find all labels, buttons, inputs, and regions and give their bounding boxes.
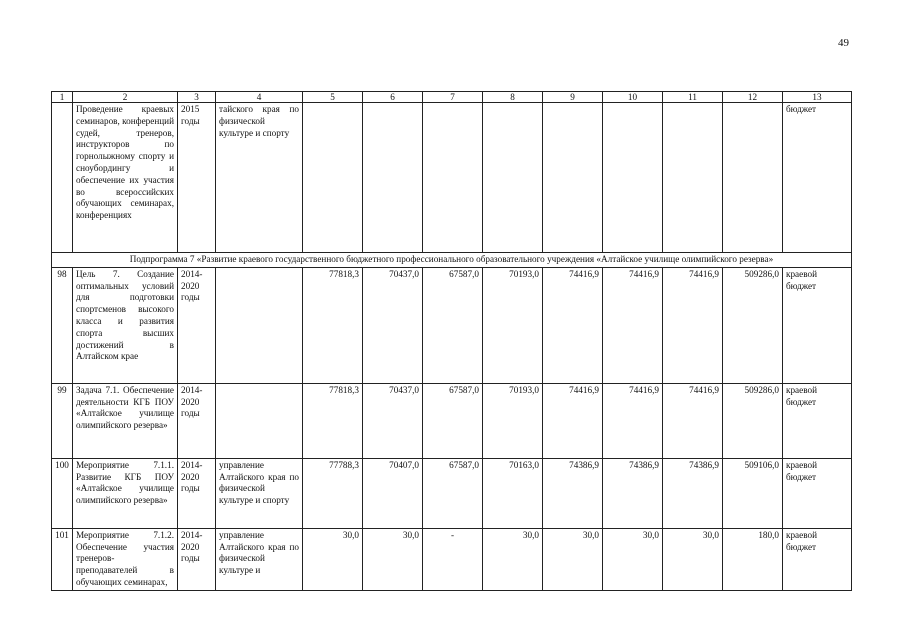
funding-value: 74416,9 [663,383,723,458]
funding-value: 77788,3 [303,458,363,528]
funding-value: 30,0 [663,528,723,590]
subprogram-row [52,253,852,268]
funding-value [663,103,723,253]
funding-source: бюджет [783,103,852,253]
table-row [52,528,852,590]
funding-value: 74416,9 [543,267,603,383]
funding-value [423,103,483,253]
funding-value: 74416,9 [543,383,603,458]
column-number-header: 13 [783,92,852,103]
funding-source: краевой бюджет [783,383,852,458]
funding-value: 67587,0 [423,267,483,383]
funding-value: 70437,0 [363,383,423,458]
page-number: 49 [838,37,849,49]
table-row [52,267,852,383]
column-number-header: 2 [73,92,178,103]
funding-value: 70407,0 [363,458,423,528]
implementation-years: 2014-2020 годы [178,267,216,383]
funding-value: 74416,9 [603,383,663,458]
table-body [52,92,852,591]
funding-value: 74386,9 [543,458,603,528]
funding-value: 70193,0 [483,267,543,383]
funding-value [483,103,543,253]
funding-value: - [423,528,483,590]
funding-value: 30,0 [543,528,603,590]
column-number-header: 3 [178,92,216,103]
executor: тайского края по физической культуре и спорту [216,103,303,253]
implementation-years: 2014-2020 годы [178,458,216,528]
measure-name: Проведение краевых семинаров, конференций судей, тренеров, инструкторов по горнолыжному спорту и сноубордингу и обеспечение их участия во всероссийских обучающих семинарах, конференциях [73,103,178,253]
funding-source: краевой бюджет [783,267,852,383]
column-number-header: 4 [216,92,303,103]
funding-value [363,103,423,253]
measure-name: Мероприятие 7.1.2. Обеспечение участия тренеров-преподавателей в обучающих семинарах, [73,528,178,590]
header-row [52,92,852,103]
column-number-header: 7 [423,92,483,103]
executor: управление Алтайского края по физической культуре и [216,528,303,590]
funding-source: краевой бюджет [783,528,852,590]
funding-value: 509286,0 [723,267,783,383]
funding-value [543,103,603,253]
funding-value [603,103,663,253]
funding-value: 30,0 [363,528,423,590]
column-number-header: 11 [663,92,723,103]
funding-value [723,103,783,253]
executor [216,267,303,383]
funding-value: 74386,9 [603,458,663,528]
column-number-header: 1 [52,92,73,103]
row-number: 100 [52,458,73,528]
funding-value: 67587,0 [423,458,483,528]
measure-name: Мероприятие 7.1.1. Развитие КГБ ПОУ «Алтайское училище олимпийского резерва» [73,458,178,528]
funding-value: 77818,3 [303,267,363,383]
funding-value: 74386,9 [663,458,723,528]
funding-value: 70163,0 [483,458,543,528]
funding-value: 509286,0 [723,383,783,458]
row-number: 99 [52,383,73,458]
table-row [52,458,852,528]
funding-value: 67587,0 [423,383,483,458]
table-row [52,383,852,458]
funding-value: 509106,0 [723,458,783,528]
funding-value: 77818,3 [303,383,363,458]
column-number-header: 6 [363,92,423,103]
subprogram-title: Подпрограмма 7 «Развитие краевого государственного бюджетного профессионального образовательного учреждения «Алтайское училище олимпийского резерва» [52,253,852,268]
implementation-years: 2014-2020 годы [178,528,216,590]
executor [216,383,303,458]
implementation-years: 2015 годы [178,103,216,253]
measure-name: Цель 7. Создание оптимальных условий для подготовки спортсменов высокого класса и развития спорта высших достижений в Алтайском крае [73,267,178,383]
funding-value [303,103,363,253]
row-number: 98 [52,267,73,383]
executor: управление Алтайского края по физической культуре и спорту [216,458,303,528]
budget-table [51,91,852,591]
column-number-header: 12 [723,92,783,103]
funding-value: 30,0 [483,528,543,590]
column-number-header: 9 [543,92,603,103]
column-number-header: 8 [483,92,543,103]
funding-value: 70193,0 [483,383,543,458]
measure-name: Задача 7.1. Обеспечение деятельности КГБ ПОУ «Алтайское училище олимпийского резерва» [73,383,178,458]
column-number-header: 5 [303,92,363,103]
funding-value: 74416,9 [603,267,663,383]
funding-value: 30,0 [303,528,363,590]
implementation-years: 2014-2020 годы [178,383,216,458]
funding-value: 70437,0 [363,267,423,383]
row-number: 101 [52,528,73,590]
funding-value: 74416,9 [663,267,723,383]
funding-source: краевой бюджет [783,458,852,528]
funding-value: 180,0 [723,528,783,590]
row-number [52,103,73,253]
funding-value: 30,0 [603,528,663,590]
table-row [52,103,852,253]
column-number-header: 10 [603,92,663,103]
